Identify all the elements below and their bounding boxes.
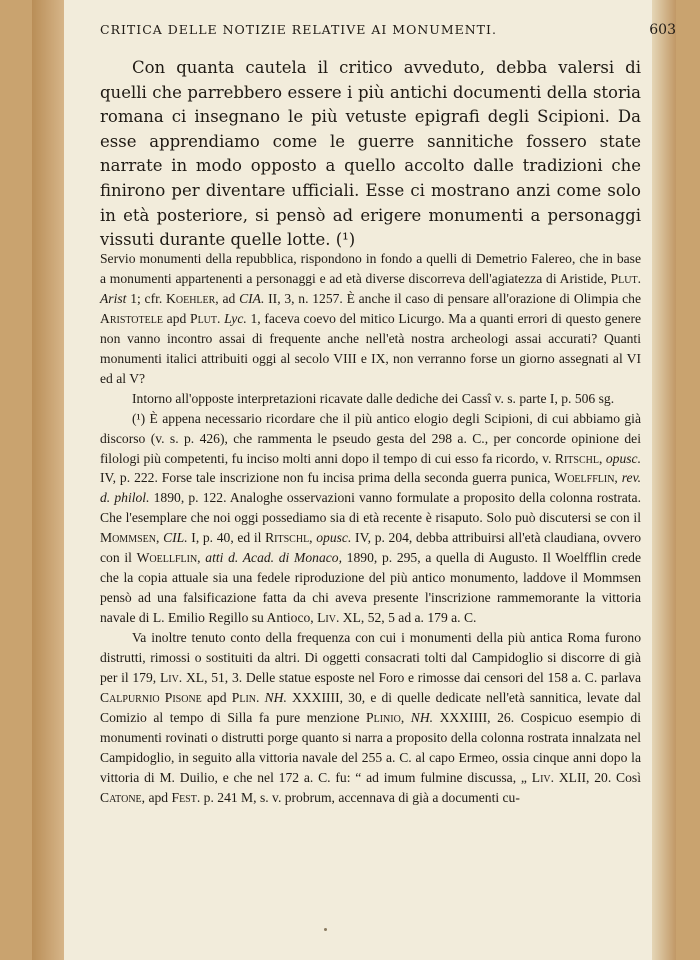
footnote-continuation: Servio monumenti della repubblica, rispondono in fondo a quelli di Demetrio Falereo, che in base a monumenti appartenenti a personaggi e ad età diverse discorreva dell'agiatezza di Aristide, Plut. Arist 1; cfr. Koehler, ad CIA. II, 3, n. 1257. È anche il caso di pensare all'orazione di Olimpia che Aristotele apd Plut. Lyc. 1, faceva coevo del mitico Licurgo. Ma a quanti errori di questo genere non vanno incontro assai di frequente anche nell'età nostra archeologi assai accurati? Quanti monumenti italici attribuiti oggi al secolo VIII e IX, non verranno forse un giorno assegnati al VI ed al V? [100,251,642,386]
page-gutter-shadow [32,0,64,960]
footnote-mark: (¹) [132,410,146,426]
footnote-cassi: Intorno all'opposte interpretazioni ricavate dalle dediche dei Cassî v. s. parte I, p. 506 sg. [132,390,615,406]
book-page [32,0,676,960]
footnotes [100,249,641,808]
footnote-scipioni: (¹) È appena necessario ricordare che il più antico elogio degli Scipioni, di cui abbiamo già discorso (v. s. p. 426), che rammenta le pseudo gesta del 298 a. C., per concorde opinione dei filologi più competenti, fu inciso molti anni dopo il tempo di cui esso fa ricordo, v. Ritschl, opusc. IV, p. 222. Forse tale inscrizione non fu incisa prima della seconda guerra punica, Woelfflin, rev. d. philol. 1890, p. 122. Analoghe osservazioni vanno formulate a proposito della colonna rostrata. Che l'esemplare che noi oggi possediamo sia di età recente è risaputo. Solo può discutersi se con il Mommsen, CIL. I, p. 40, ed il Ritschl, opusc. IV, p. 204, debba attribuirsi all'età claudiana, ovvero con il Woellflin, atti d. Acad. di Monaco, 1890, p. 295, a quella di Augusto. Il Woelfflin crede che la copia attuale sia una fedele riproduzione del più antico monumento, laddove il Mommsen pensò ad una falsificazione fatta da chi aveva presente l'inscrizione rammemorante la vittoria navale di L. Emilio Regillo su Antioco, Liv. XL, 52, 5 ad a. 179 a. C. [100,410,642,626]
running-header [100,22,676,38]
page-edge-shadow [652,0,676,960]
page-number: 603 [649,22,676,38]
running-title: CRITICA DELLE NOTIZIE RELATIVE AI MONUMENTI. [100,22,497,37]
footnote-monumenti: Va inoltre tenuto conto della frequenza con cui i monumenti della più antica Roma furono distrutti, rimossi o sostituiti da altri. Di oggetti consacrati tolti dal Campidoglio si discorre di già per il 179, Liv. XL, 51, 3. Delle statue esposte nel Foro e rimosse dai censori del 158 a. C. parlava Calpurnio Pisone apd Plin. NH. XXXIIII, 30, e di quelle dedicate nell'età sannitica, levate dal Comizio al tempo di Silla fa pure menzione Plinio, NH. XXXIIII, 26. Cospicuo esempio di monumenti rovinati o distrutti porge quanto si narra a proposito della colonna rostrata innalzata nel Campidoglio, in seguito alla vittoria navale del 255 a. C. al capo Ermeo, ossia cinque anni dopo la vittoria di M. Duilio, e che nel 172 a. C. fu: “ ad imum fulmine discussa, „ Liv. XLII, 20. Così Catone, apd Fest. p. 241 M, s. v. probrum, accennava di già a documenti cu- [100,630,642,805]
main-paragraph [100,56,641,253]
main-text: Con quanta cautela il critico avveduto, debba valersi di quelli che parrebbero essere i più antichi documenti della storia romana ci insegnano le più vetuste epigrafi degli Scipioni. Da esse apprendiamo come le guerre sannitiche fossero state narrate in modo opposto a quello accolto dalle tradizioni che finirono per diventare ufficiali. Esse ci mostrano anzi come solo in età posteriore, si pensò ad erigere monumenti a personaggi vissuti durante quelle lotte. [100,58,641,250]
page-speck [324,928,327,931]
footnote-ref: (¹) [335,230,356,250]
